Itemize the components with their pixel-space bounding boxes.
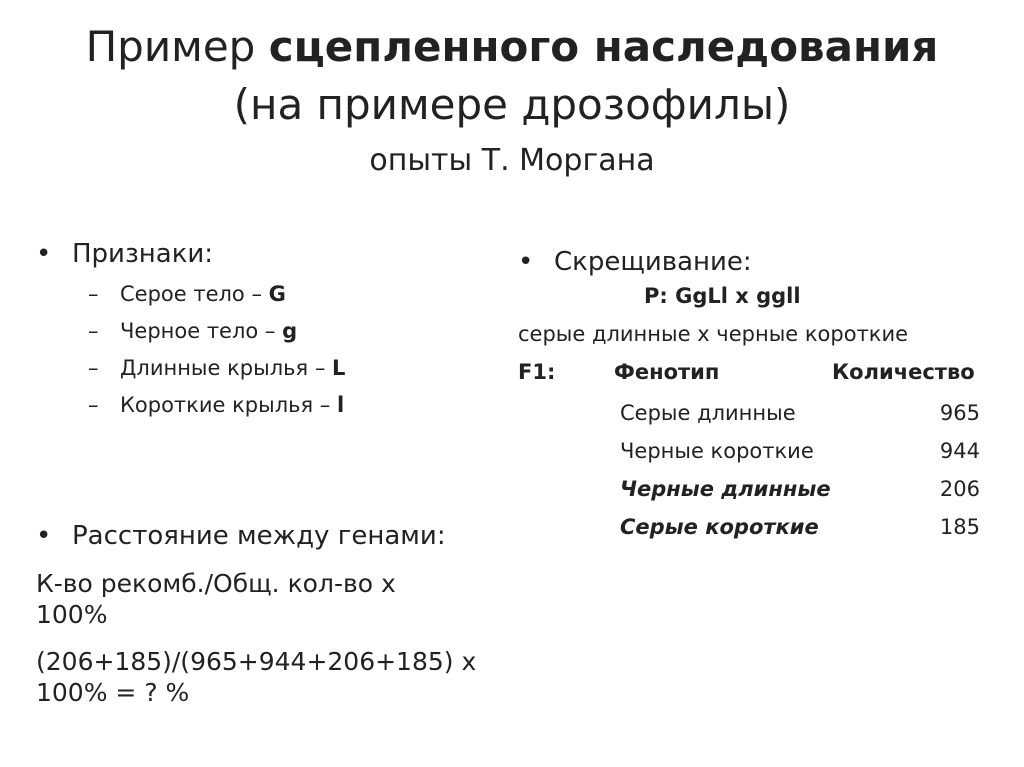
trait-label: Короткие крылья –: [120, 393, 331, 417]
formula-line-2: 100%: [36, 600, 108, 629]
bullet-icon: •: [36, 239, 52, 269]
column-header-phenotype: Фенотип: [614, 360, 720, 384]
calc-line-1: (206+185)/(965+944+206+185) х: [36, 647, 477, 676]
count-cell: 965: [939, 401, 980, 425]
table-row: [620, 394, 980, 432]
trait-gene: g: [282, 319, 298, 343]
dash-icon: –: [88, 282, 99, 306]
title-prefix: Пример: [85, 22, 256, 71]
title-line-1: [0, 18, 1024, 76]
bullet-icon: •: [36, 521, 52, 551]
cross-parents: P: GgLl x ggll: [644, 284, 801, 308]
cross-description: серые длинные х черные короткие: [518, 322, 909, 346]
distance-formula: [36, 568, 396, 630]
cross-heading: Скрещивание:: [554, 247, 752, 277]
column-header-count: Количество: [832, 360, 975, 384]
list-item: [88, 276, 345, 313]
distance-heading: Расстояние между генами:: [72, 521, 446, 551]
distance-bullet: [36, 520, 446, 552]
table-row: [620, 470, 980, 508]
formula-line-1: К-во рекомб./Общ. кол-во х: [36, 569, 396, 598]
title-bold: сцепленного наследования: [268, 22, 939, 71]
count-cell: 206: [939, 477, 980, 501]
list-item: [88, 350, 345, 387]
generation-label: F1:: [518, 360, 556, 384]
trait-label: Черное тело –: [120, 319, 276, 343]
cross-bullet: [518, 246, 752, 278]
traits-list: [88, 276, 345, 424]
calc-line-2: 100% = ? %: [36, 678, 190, 707]
traits-bullet: [36, 238, 213, 270]
distance-calculation: [36, 646, 476, 708]
traits-heading: Признаки:: [72, 239, 214, 269]
trait-label: Длинные крылья –: [120, 356, 326, 380]
phenotype-cell: Серые короткие: [620, 515, 819, 539]
dash-icon: –: [88, 319, 99, 343]
trait-gene: L: [332, 356, 346, 380]
phenotype-cell: Черные короткие: [620, 439, 814, 463]
list-item: [88, 313, 345, 350]
table-row: [620, 432, 980, 470]
title-line-2: (на примере дрозофилы): [233, 80, 791, 129]
slide-title: [0, 18, 1024, 184]
title-subtitle: опыты Т. Моргана: [369, 143, 655, 178]
phenotype-cell: Черные длинные: [620, 477, 831, 501]
list-item: [88, 387, 345, 424]
phenotype-cell: Серые длинные: [620, 401, 796, 425]
trait-gene: l: [337, 393, 345, 417]
count-cell: 944: [939, 439, 980, 463]
dash-icon: –: [88, 356, 99, 380]
trait-gene: G: [268, 282, 286, 306]
bullet-icon: •: [518, 247, 534, 277]
trait-label: Серое тело –: [120, 282, 262, 306]
count-cell: 185: [939, 515, 980, 539]
table-row: [620, 508, 980, 546]
dash-icon: –: [88, 393, 99, 417]
